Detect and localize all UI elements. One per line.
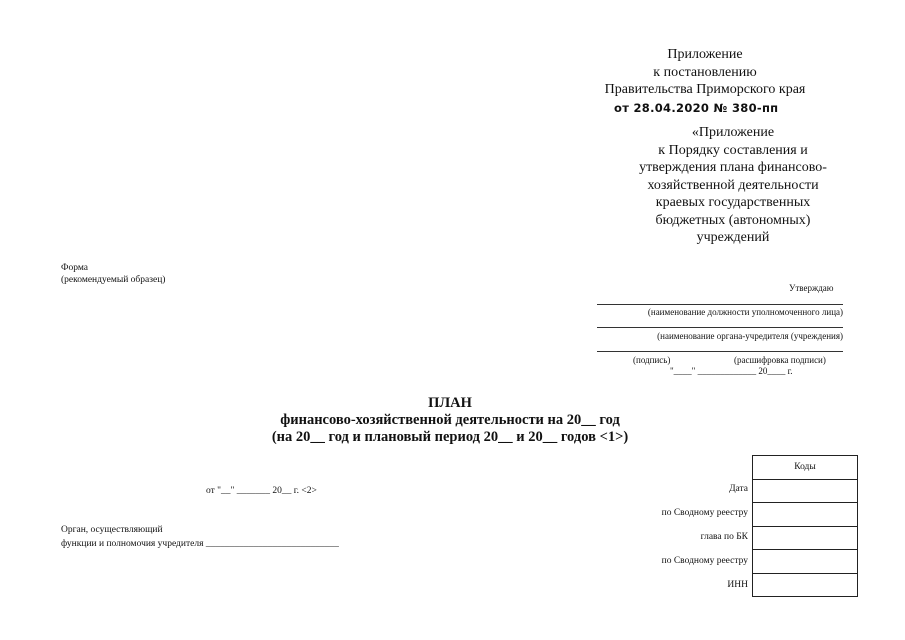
code-cell-registry-2[interactable]: [753, 550, 858, 574]
code-cell-chapter-bk[interactable]: [753, 526, 858, 550]
plan-title: ПЛАН: [428, 395, 472, 411]
organ-line-1: Орган, осуществляющий: [61, 525, 163, 535]
codes-table: [752, 455, 858, 597]
organ-line: [597, 327, 843, 328]
approve-label: Утверждаю: [789, 283, 834, 293]
codes-header: Коды: [753, 456, 858, 480]
position-caption: (наименование должности уполномоченного лица): [647, 307, 843, 317]
plan-subtitle: финансово-хозяйственной деятельности на 20__ год: [280, 412, 620, 428]
signature-line: [597, 351, 843, 352]
form-label-block: [61, 262, 165, 286]
codes-row-label-registry-1: по Сводному реестру: [661, 508, 748, 518]
codes-row-label-inn: ИНН: [727, 580, 748, 590]
codes-row-label-chapter-bk: глава по БК: [700, 532, 748, 542]
appendix-header: [600, 46, 810, 99]
code-cell-date[interactable]: [753, 479, 858, 503]
appendix2-line-1: «Приложение: [691, 125, 775, 140]
code-cell-registry-1[interactable]: [753, 503, 858, 527]
decoding-caption: (расшифровка подписи): [734, 355, 826, 365]
appendix2-line-3: утверждения плана финансово-: [639, 160, 827, 175]
appendix2-line-4: хозяйственной деятельности: [647, 177, 819, 193]
codes-row-label-registry-2: по Сводному реестру: [661, 556, 748, 566]
signature-caption: (подпись): [633, 355, 671, 365]
appendix-line-2: к постановлению: [653, 64, 757, 80]
appendix2-line-7: учреждений: [696, 230, 770, 245]
position-line: [597, 304, 843, 305]
appendix-to-procedure: [612, 124, 854, 247]
appendix2-line-5: краевых государственных: [655, 195, 811, 210]
codes-row-label-date: Дата: [729, 484, 748, 494]
organ-line-2: функции и полномочия учредителя ____________________________: [61, 539, 339, 549]
plan-period: (на 20__ год и плановый период 20__ и 20__ годов <1>): [271, 429, 629, 445]
code-cell-inn[interactable]: [753, 573, 858, 597]
organ-caption: (наименование органа-учредителя (учреждения): [657, 331, 843, 341]
form-label: Форма: [61, 263, 89, 273]
decree-number: от 28.04.2020 № 380-пп: [614, 101, 779, 115]
appendix2-line-2: к Порядку составления и: [658, 142, 808, 158]
approval-date: "____" _____________ 20____ г.: [670, 366, 793, 376]
appendix-line-1: Приложение: [667, 47, 743, 62]
appendix-line-3: Правительства Приморского края: [604, 82, 806, 97]
founder-organ: [61, 523, 339, 551]
plan-date: от "__" _______ 20__ г. <2>: [206, 486, 317, 496]
form-sample-note: (рекомендуемый образец): [61, 275, 166, 285]
appendix2-line-6: бюджетных (автономных): [655, 212, 811, 228]
